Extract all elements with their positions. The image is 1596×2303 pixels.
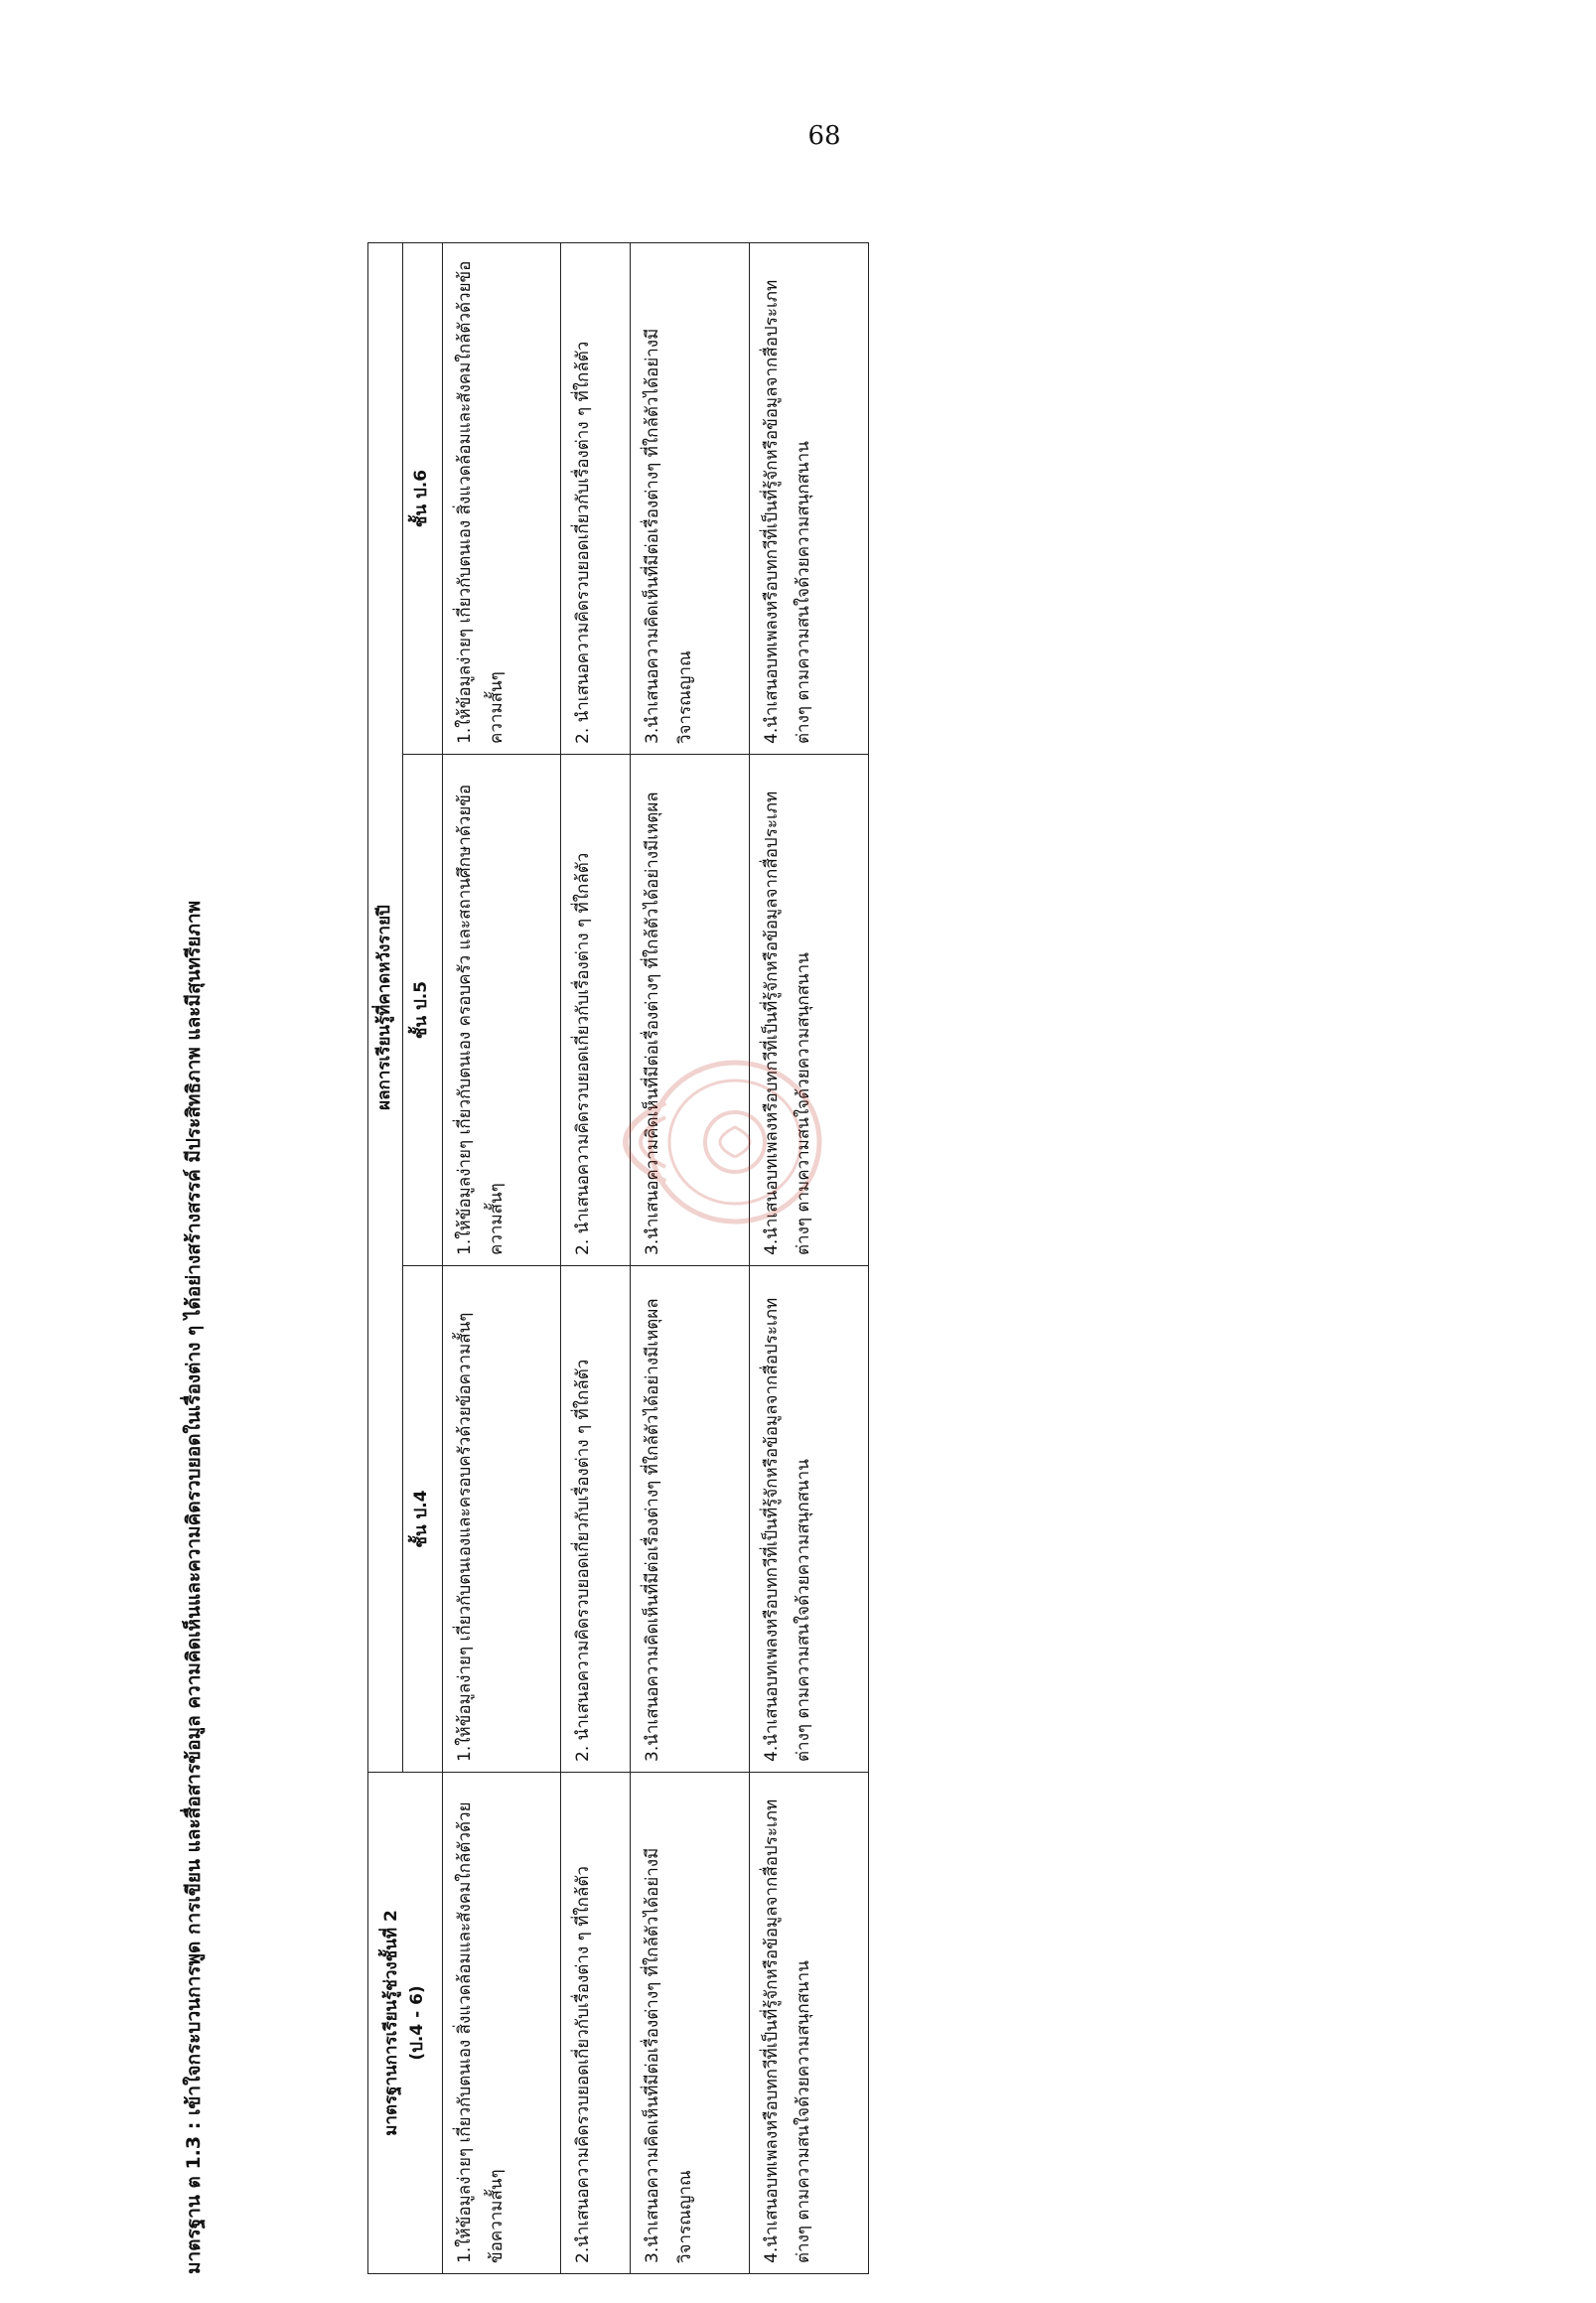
p6-cell: 1.ให้ข้อมูลง่ายๆ เกี่ยวกับตนเอง สิ่งแวดล้อมและสังคมใกล้ตัวด้วยข้อความสั้นๆ bbox=[442, 243, 561, 755]
p5-cell: 2. นำเสนอความคิดรวบยอดเกี่ยวกับเรื่องต่าง ๆ ที่ใกล้ตัว bbox=[561, 755, 631, 1266]
grade-header-p6: ชั้น ป.6 bbox=[402, 243, 442, 755]
p6-cell: 2. นำเสนอความคิดรวบยอดเกี่ยวกับเรื่องต่าง ๆ ที่ใกล้ตัว bbox=[561, 243, 631, 755]
table-row bbox=[631, 243, 750, 2274]
p5-cell: 3.นำเสนอความคิดเห็นที่มีต่อเรื่องต่างๆ ที่ใกล้ตัวได้อย่างมีเหตุผล bbox=[631, 755, 750, 1266]
table-row bbox=[442, 243, 561, 2274]
grade-header-p5: ชั้น ป.5 bbox=[402, 755, 442, 1266]
standard-heading: มาตรฐาน ต 1.3 : เข้าใจกระบวนการพูด การเขียน และสื่อสารข้อมูล ความคิดเห็นและความคิดรวบยอดในเรื่องต่าง ๆ ได้อย่างสร้างสรรค์ มีประสิทธิภาพ และมีสุนทรียภาพ bbox=[183, 900, 205, 2274]
p4-cell: 4.นำเสนอบทเพลงหรือบทกวีที่เป็นที่รู้จักหรือข้อมูลจากสื่อประเภทต่างๆ ตามความสนใจด้วยความสนุกสนาน bbox=[750, 1266, 869, 1773]
table-header-row bbox=[368, 243, 403, 2274]
page-number: 68 bbox=[807, 121, 841, 151]
grade-header-p4: ชั้น ป.4 bbox=[402, 1266, 442, 1773]
p5-cell: 4.นำเสนอบทเพลงหรือบทกวีที่เป็นที่รู้จักหรือข้อมูลจากสื่อประเภทต่างๆ ตามความสนใจด้วยความสนุกสนาน bbox=[750, 755, 869, 1266]
p4-cell: 2. นำเสนอความคิดรวบยอดเกี่ยวกับเรื่องต่าง ๆ ที่ใกล้ตัว bbox=[561, 1266, 631, 1773]
standard-cell: 1.ให้ข้อมูลง่ายๆ เกี่ยวกับตนเอง สิ่งแวดล้อมและสังคมใกล้ตัวด้วยข้อความสั้นๆ bbox=[442, 1773, 561, 2274]
rotated-content bbox=[159, 189, 874, 2274]
standard-header-subtitle: (ป.4 - 6) bbox=[406, 1985, 427, 2061]
standard-cell: 3.นำเสนอความคิดเห็นที่มีต่อเรื่องต่างๆ ที่ใกล้ตัวได้อย่างมีวิจารณญาณ bbox=[631, 1773, 750, 2274]
watermark-seal-icon bbox=[586, 1043, 834, 1241]
table-row bbox=[750, 243, 869, 2274]
p6-cell: 4.นำเสนอบทเพลงหรือบทกวีที่เป็นที่รู้จักหรือข้อมูลจากสื่อประเภทต่างๆ ตามความสนใจด้วยความสนุกสนาน bbox=[750, 243, 869, 755]
standard-cell: 4.นำเสนอบทเพลงหรือบทกวีที่เป็นที่รู้จักหรือข้อมูลจากสื่อประเภทต่างๆ ตามความสนใจด้วยความสนุกสนาน bbox=[750, 1773, 869, 2274]
p4-cell: 3.นำเสนอความคิดเห็นที่มีต่อเรื่องต่างๆ ที่ใกล้ตัวได้อย่างมีเหตุผล bbox=[631, 1266, 750, 1773]
standard-header-title: มาตรฐานการเรียนรู้ช่วงชั้นที่ 2 bbox=[381, 1910, 402, 2136]
table-row bbox=[561, 243, 631, 2274]
learning-standards-table bbox=[367, 242, 869, 2274]
standard-cell: 2.นำเสนอความคิดรวบยอดเกี่ยวกับเรื่องต่าง ๆ ที่ใกล้ตัว bbox=[561, 1773, 631, 2274]
standard-column-header bbox=[368, 1773, 443, 2274]
p5-cell: 1.ให้ข้อมูลง่ายๆ เกี่ยวกับตนเอง ครอบครัว และสถานศึกษาด้วยข้อความสั้นๆ bbox=[442, 755, 561, 1266]
p6-cell: 3.นำเสนอความคิดเห็นที่มีต่อเรื่องต่างๆ ที่ใกล้ตัวได้อย่างมีวิจารณญาณ bbox=[631, 243, 750, 755]
outcomes-column-header: ผลการเรียนรู้ที่คาดหวังรายปี bbox=[368, 243, 403, 1773]
p4-cell: 1.ให้ข้อมูลง่ายๆ เกี่ยวกับตนเองและครอบครัวด้วยข้อความสั้นๆ bbox=[442, 1266, 561, 1773]
